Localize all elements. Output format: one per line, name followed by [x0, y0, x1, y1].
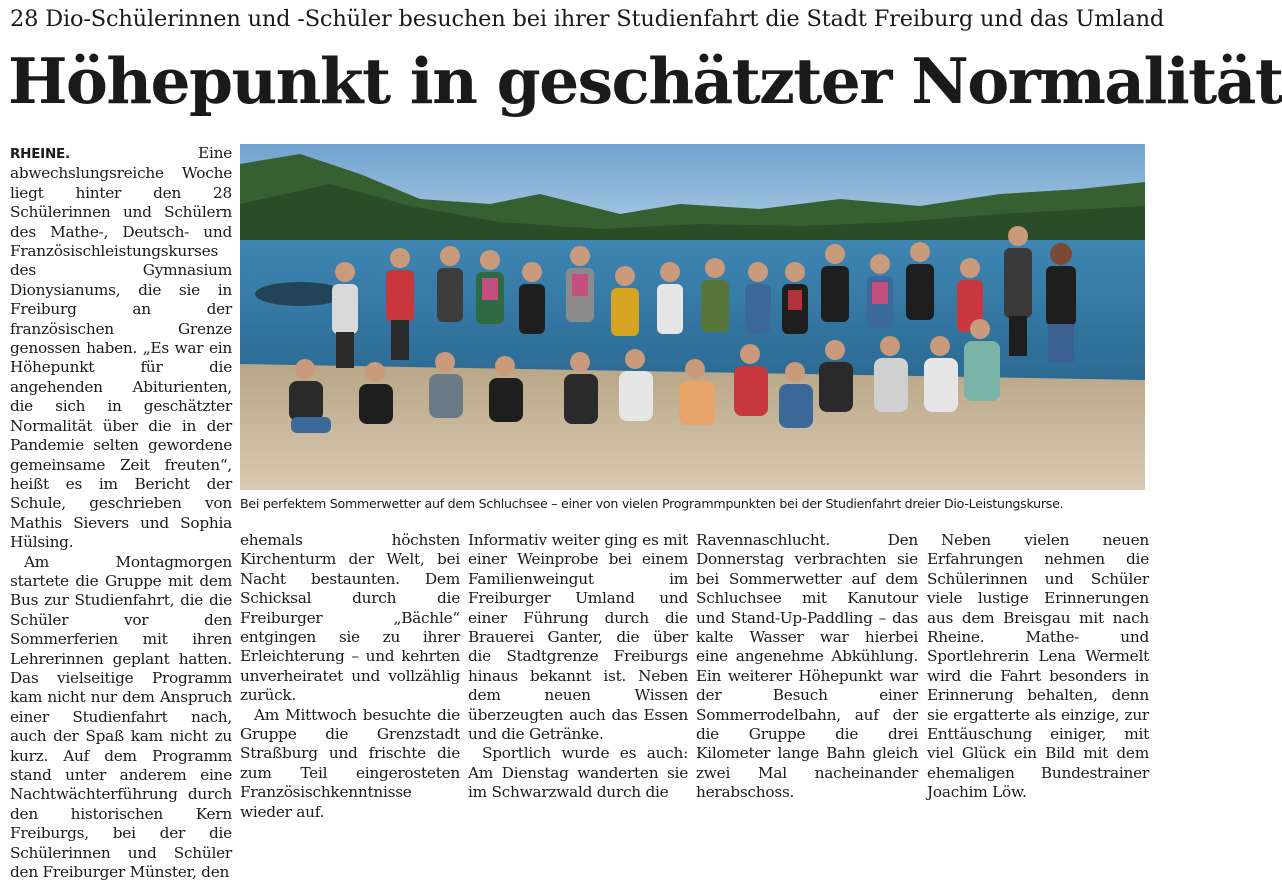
article-kicker: 28 Dio-Schülerinnen und -Schüler besuchen bei ihrer Studienfahrt die Stadt Freiburg und das Umland	[10, 6, 1165, 32]
article-column-3	[468, 531, 688, 802]
article-paragraph-7: Ravennaschlucht. Den Donnerstag verbrachten sie bei Sommerwetter auf dem Schluchsee mit Kanutour und Stand-Up-Paddling – das kalte Wasser war hierbei eine angenehme Abkühlung. Ein weiterer Höhepunkt war der Besuch einer Sommerrodelbahn, auf der die Gruppe die drei Kilometer lange Bahn gleich zwei Mal nacheinander herabschoss.	[696, 531, 918, 802]
article-column-1	[10, 144, 232, 882]
photo-caption: Bei perfektem Sommerwetter auf dem Schluchsee – einer von vielen Programmpunkten bei der Studienfahrt dreier Dio-Leistungskurse.	[240, 496, 1064, 511]
article-paragraph-2: Am Montagmorgen startete die Gruppe mit dem Bus zur Studienfahrt, die die Schüler vor den Sommerferien mit ihren Lehrerinnen geplant hatten. Das vielseitige Programm kam nicht nur dem Anspruch einer Studienfahrt nach, auch der Spaß kam nicht zu kurz. Auf dem Programm stand unter anderem eine Nachtwächterführung durch den historischen Kern Freiburgs, bei der die Schülerinnen und Schüler den Freiburger Münster, den	[10, 552, 232, 882]
article-paragraph-5: Informativ weiter ging es mit einer Weinprobe bei einem Familienweingut im Freiburger Umland und einer Führung durch die Brauerei Ganter, die über die Stadtgrenze Freiburgs hinaus bekannt ist. Neben dem neuen Wissen überzeugten auch das Essen und die Getränke.	[468, 531, 688, 744]
article-paragraph-4: Am Mittwoch besuchte die Gruppe die Grenzstadt Straßburg und frischte die zum Teil eingerosteten Französischkenntnisse wieder auf.	[240, 705, 460, 821]
article-column-4	[696, 531, 918, 802]
article-dateline: RHEINE.	[10, 146, 70, 162]
article-column-2	[240, 531, 460, 821]
article-paragraph-8: Neben vielen neuen Erfahrungen nehmen die Schülerinnen und Schüler viele lustige Erinnerungen aus dem Breisgau mit nach Rheine. Mathe- und Sportlehrerin Lena Wermelt wird die Fahrt besonders in Erinnerung behalten, denn sie ergatterte als einzige, zur Enttäuschung einiger, mit viel Glück ein Bild mit dem ehemaligen Bundestrainer Joachim Löw.	[927, 531, 1149, 802]
group-photo	[240, 144, 1145, 490]
article-paragraph-intro: Eine abwechslungsreiche Woche liegt hinter den 28 Schülerinnen und Schülern des Mathe-, Deutsch- und Französischleistungskurses des Gymnasium Dionysianums, die sie in Freiburg an der französischen Grenze genossen haben. „Es war ein Höhepunkt für die angehenden Abiturienten, die sich in geschätzter Normalität über die in der Pandemie selten gewordene gemeinsame Zeit freuten“, heißt es im Bericht der Schule, geschrieben von Mathis Sievers und Sophia Hülsing.	[10, 144, 232, 552]
article-paragraph-3: ehemals höchsten Kirchenturm der Welt, bei Nacht bestaunten. Dem Schicksal durch die Freiburger „Bächle“ entgingen sie zu ihrer Erleichterung – und kehrten unverheiratet und vollzählig zurück.	[240, 531, 460, 705]
article-paragraph-6: Sportlich wurde es auch: Am Dienstag wanderten sie im Schwarzwald durch die	[468, 744, 688, 802]
article-headline: Höhepunkt in geschätzter Normalität	[8, 44, 1282, 118]
article-column-5	[927, 531, 1149, 802]
